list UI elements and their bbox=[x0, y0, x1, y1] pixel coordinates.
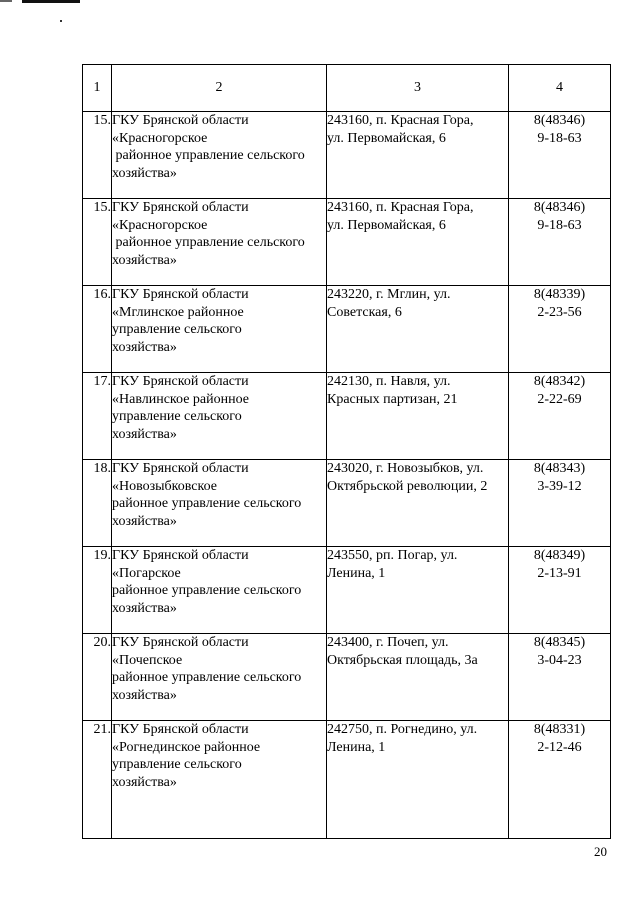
phone bbox=[509, 634, 611, 721]
phone bbox=[509, 199, 611, 286]
name-line: хозяйства» bbox=[112, 600, 177, 616]
table-row bbox=[83, 199, 611, 286]
phone-code: 8(48331) bbox=[533, 722, 586, 737]
name-line: ГКУ Брянской области bbox=[112, 113, 249, 128]
phone-number: 9-18-63 bbox=[537, 130, 582, 146]
registry-table bbox=[82, 64, 611, 839]
address-line: Октябрьской революции, 2 bbox=[327, 478, 488, 494]
organization-name bbox=[112, 547, 327, 634]
phone bbox=[509, 547, 611, 634]
address bbox=[327, 373, 509, 460]
name-line: управление сельского bbox=[112, 757, 242, 772]
table-row bbox=[83, 721, 611, 839]
row-number: 17. bbox=[83, 373, 112, 460]
name-line: «Почепское bbox=[112, 652, 183, 668]
name-line: районное управление сельского bbox=[112, 583, 302, 598]
organization-name bbox=[112, 286, 327, 373]
table-row bbox=[83, 460, 611, 547]
name-line: хозяйства» bbox=[112, 513, 177, 529]
name-line: «Красногорское bbox=[112, 217, 208, 233]
name-line: «Навлинское районное bbox=[112, 391, 249, 407]
table-row bbox=[83, 112, 611, 199]
table-row bbox=[83, 373, 611, 460]
address bbox=[327, 286, 509, 373]
phone-number: 2-12-46 bbox=[537, 739, 582, 755]
address-line: 243160, п. Красная Гора, bbox=[327, 113, 474, 128]
column-header-2: 2 bbox=[112, 65, 327, 112]
address-line: Советская, 6 bbox=[327, 304, 402, 320]
scan-speck bbox=[60, 20, 62, 22]
name-line: ГКУ Брянской области bbox=[112, 374, 249, 389]
phone-code: 8(48346) bbox=[533, 200, 586, 215]
name-line: ГКУ Брянской области bbox=[112, 548, 249, 563]
name-line: хозяйства» bbox=[112, 165, 177, 181]
address-line: 243020, г. Новозыбков, ул. bbox=[327, 461, 484, 476]
phone-code: 8(48342) bbox=[533, 374, 586, 389]
phone-number: 2-22-69 bbox=[537, 391, 582, 407]
phone-number: 2-13-91 bbox=[537, 565, 582, 581]
address-line: Красных партизан, 21 bbox=[327, 391, 458, 407]
row-number: 21. bbox=[83, 721, 112, 839]
phone-code: 8(48339) bbox=[533, 287, 586, 302]
address-line: ул. Первомайская, 6 bbox=[327, 217, 446, 233]
address-line: Ленина, 1 bbox=[327, 739, 386, 755]
row-number: 18. bbox=[83, 460, 112, 547]
name-line: «Рогнединское районное bbox=[112, 739, 261, 755]
organization-name bbox=[112, 373, 327, 460]
name-line: хозяйства» bbox=[112, 426, 177, 442]
address bbox=[327, 721, 509, 839]
phone bbox=[509, 373, 611, 460]
name-line: ГКУ Брянской области bbox=[112, 635, 249, 650]
organization-name bbox=[112, 460, 327, 547]
name-line: районное управление сельского bbox=[112, 670, 302, 685]
name-line: «Красногорское bbox=[112, 130, 208, 146]
table-header-row bbox=[83, 65, 611, 112]
name-line: «Мглинское районное bbox=[112, 304, 244, 320]
phone bbox=[509, 286, 611, 373]
name-line: хозяйства» bbox=[112, 687, 177, 703]
column-header-1: 1 bbox=[83, 65, 112, 112]
address-line: ул. Первомайская, 6 bbox=[327, 130, 446, 146]
organization-name bbox=[112, 199, 327, 286]
name-line: районное управление сельского bbox=[112, 235, 305, 250]
name-line: «Погарское bbox=[112, 565, 181, 581]
phone bbox=[509, 460, 611, 547]
address-line: 243160, п. Красная Гора, bbox=[327, 200, 474, 215]
organization-name bbox=[112, 112, 327, 199]
name-line: ГКУ Брянской области bbox=[112, 287, 249, 302]
phone-number: 9-18-63 bbox=[537, 217, 582, 233]
table-row bbox=[83, 286, 611, 373]
address bbox=[327, 547, 509, 634]
name-line: хозяйства» bbox=[112, 774, 177, 790]
address bbox=[327, 112, 509, 199]
page-number: 20 bbox=[594, 844, 607, 859]
organization-name bbox=[112, 721, 327, 839]
row-number: 16. bbox=[83, 286, 112, 373]
row-number: 15. bbox=[83, 199, 112, 286]
name-line: ГКУ Брянской области bbox=[112, 461, 249, 476]
scan-artifact-bar bbox=[22, 0, 80, 3]
phone-code: 8(48343) bbox=[533, 461, 586, 476]
address-line: 243400, г. Почеп, ул. bbox=[327, 635, 449, 650]
address-line: Октябрьская площадь, 3а bbox=[327, 652, 478, 668]
name-line: управление сельского bbox=[112, 322, 242, 337]
column-header-3: 3 bbox=[327, 65, 509, 112]
name-line: «Новозыбковское bbox=[112, 478, 217, 494]
phone bbox=[509, 112, 611, 199]
address bbox=[327, 460, 509, 547]
phone bbox=[509, 721, 611, 839]
column-header-4: 4 bbox=[509, 65, 611, 112]
phone-number: 3-04-23 bbox=[537, 652, 582, 668]
address bbox=[327, 199, 509, 286]
name-line: ГКУ Брянской области bbox=[112, 722, 249, 737]
row-number: 19. bbox=[83, 547, 112, 634]
name-line: хозяйства» bbox=[112, 339, 177, 355]
table-row bbox=[83, 634, 611, 721]
phone-code: 8(48349) bbox=[533, 548, 586, 563]
organization-name bbox=[112, 634, 327, 721]
phone-code: 8(48346) bbox=[533, 113, 586, 128]
row-number: 20. bbox=[83, 634, 112, 721]
row-number: 15. bbox=[83, 112, 112, 199]
name-line: ГКУ Брянской области bbox=[112, 200, 249, 215]
address-line: Ленина, 1 bbox=[327, 565, 386, 581]
name-line: хозяйства» bbox=[112, 252, 177, 268]
scan-artifact bbox=[0, 0, 12, 2]
phone-number: 2-23-56 bbox=[537, 304, 582, 320]
name-line: управление сельского bbox=[112, 409, 242, 424]
address bbox=[327, 634, 509, 721]
address-line: 243550, рп. Погар, ул. bbox=[327, 548, 458, 563]
phone-code: 8(48345) bbox=[533, 635, 586, 650]
address-line: 243220, г. Мглин, ул. bbox=[327, 287, 451, 302]
table-row bbox=[83, 547, 611, 634]
name-line: районное управление сельского bbox=[112, 148, 305, 163]
address-line: 242750, п. Рогнедино, ул. bbox=[327, 722, 478, 737]
name-line: районное управление сельского bbox=[112, 496, 302, 511]
address-line: 242130, п. Навля, ул. bbox=[327, 374, 451, 389]
phone-number: 3-39-12 bbox=[537, 478, 582, 494]
